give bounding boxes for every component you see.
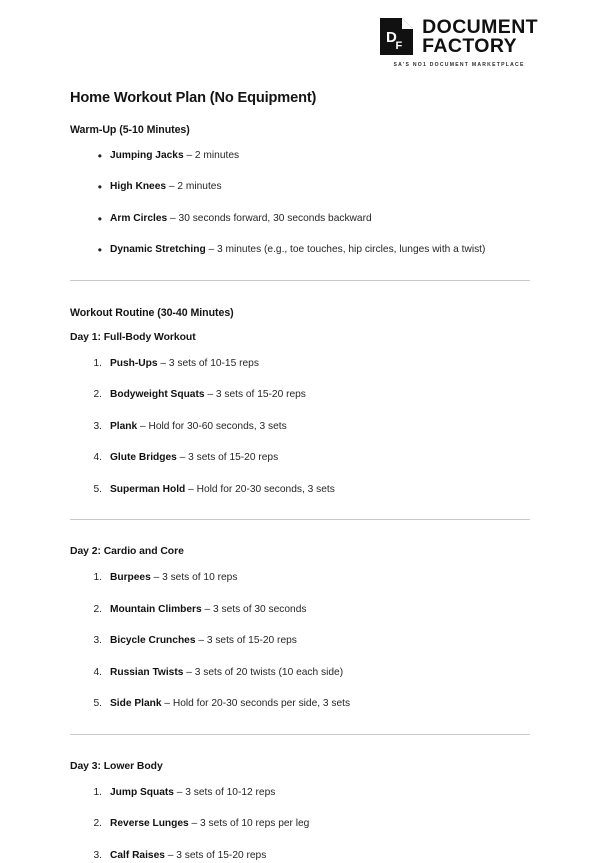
list-item	[70, 149, 530, 163]
mark-letter-f: F	[395, 40, 403, 52]
exercise-name: Mountain Climbers	[110, 603, 202, 615]
spacer	[70, 497, 530, 519]
list-item	[70, 388, 530, 402]
brand-wordmark	[422, 16, 538, 57]
list-marker: 4.	[93, 666, 102, 678]
list-marker: 3.	[93, 420, 102, 432]
list-marker: 5.	[93, 698, 102, 710]
day-heading-2: Day 2: Cardio and Core	[70, 546, 184, 558]
exercise-name: Jumping Jacks	[110, 150, 184, 161]
exercise-detail: – 3 sets of 30 seconds	[201, 603, 307, 615]
list-marker: 2.	[93, 389, 102, 401]
list-marker: 2.	[93, 603, 102, 615]
list-marker: •	[97, 211, 102, 226]
exercise-name: Side Plank	[110, 698, 162, 710]
list-marker: 3.	[93, 849, 102, 861]
list-marker: •	[97, 180, 102, 195]
list-marker: 1.	[93, 572, 102, 584]
list-item	[70, 451, 530, 465]
list-marker: 5.	[93, 483, 102, 495]
exercise-name: High Knees	[110, 181, 167, 193]
list-item	[70, 603, 530, 617]
list-item	[70, 420, 530, 434]
exercise-name: Bodyweight Squats	[110, 389, 205, 401]
exercise-name: Plank	[110, 420, 138, 432]
list-item	[70, 357, 530, 371]
list-item	[70, 666, 530, 680]
day-2-list	[70, 571, 530, 711]
list-marker: 4.	[93, 452, 102, 464]
spacer	[70, 712, 530, 734]
exercise-name: Superman Hold	[110, 483, 186, 495]
brand-word-factory: FACTORY	[422, 34, 518, 57]
exercise-detail: – 2 minutes	[166, 181, 222, 193]
exercise-name: Calf Raises	[110, 849, 165, 861]
document-content	[0, 68, 600, 863]
exercise-name: Glute Bridges	[110, 452, 177, 464]
exercise-name: Push-Ups	[110, 357, 158, 369]
list-item	[70, 697, 530, 711]
day-heading-3: Day 3: Lower Body	[70, 760, 163, 772]
exercise-name: Arm Circles	[110, 212, 168, 224]
exercise-detail: – 3 sets of 10-12 reps	[173, 786, 276, 798]
section-workout-routine	[70, 307, 530, 319]
exercise-detail: – 3 sets of 10 reps	[150, 572, 238, 584]
exercise-detail: – 3 minutes (e.g., toe touches, hip circles, lunges with a twist)	[205, 244, 486, 256]
spacer	[70, 735, 530, 761]
section-warm-up	[70, 124, 530, 258]
section-day-1	[70, 332, 530, 497]
brand-word-document: DOCUMENT	[422, 16, 538, 39]
section-heading-workout-routine: Workout Routine (30-40 Minutes)	[70, 306, 234, 319]
exercise-name: Burpees	[110, 572, 151, 584]
exercise-detail: – 30 seconds forward, 30 seconds backward	[167, 212, 372, 224]
spacer	[70, 281, 530, 307]
section-heading-warm-up: Warm-Up (5-10 Minutes)	[70, 124, 190, 136]
exercise-name: Jump Squats	[110, 786, 174, 798]
brand-tagline: SA'S NO1 DOCUMENT MARKETPLACE	[393, 62, 525, 68]
day-heading-1: Day 1: Full-Body Workout	[70, 331, 196, 343]
exercise-detail: – Hold for 30-60 seconds, 3 sets	[137, 420, 287, 432]
exercise-detail: – 3 sets of 10-15 reps	[157, 357, 259, 369]
list-marker: •	[97, 243, 102, 258]
list-item	[70, 634, 530, 648]
mark-letter-d: D	[386, 29, 397, 46]
exercise-name: Bicycle Crunches	[110, 635, 196, 647]
list-marker: 1.	[93, 786, 102, 798]
spacer	[70, 520, 530, 546]
exercise-detail: – 3 sets of 15-20 reps	[195, 635, 297, 647]
list-marker: 3.	[93, 635, 102, 647]
list-marker: •	[97, 149, 102, 163]
day-1-list	[70, 357, 530, 497]
list-item	[70, 212, 530, 226]
brand-header	[0, 0, 600, 68]
list-item	[70, 849, 530, 863]
exercise-detail: – 3 sets of 15-20 reps	[176, 452, 279, 464]
section-day-3	[70, 761, 530, 863]
list-item	[70, 180, 530, 194]
spacer	[70, 258, 530, 280]
brand-lockup	[380, 18, 538, 68]
list-item	[70, 483, 530, 497]
exercise-detail: – 2 minutes	[183, 150, 240, 161]
list-item	[70, 817, 530, 831]
exercise-name: Reverse Lunges	[110, 818, 189, 830]
exercise-detail: – 3 sets of 10 reps per leg	[188, 818, 310, 830]
list-item	[70, 571, 530, 585]
document-page-icon	[380, 18, 413, 55]
brand-row	[380, 18, 538, 55]
exercise-detail: – 3 sets of 20 twists (10 each side)	[183, 666, 344, 678]
section-day-2	[70, 546, 530, 711]
exercise-detail: – 3 sets of 15-20 reps	[164, 849, 267, 861]
list-marker: 1.	[93, 357, 102, 369]
list-marker: 2.	[93, 818, 102, 830]
day-3-list	[70, 786, 530, 863]
exercise-name: Russian Twists	[110, 666, 184, 678]
exercise-detail: – Hold for 20-30 seconds, 3 sets	[185, 483, 335, 495]
list-item	[70, 786, 530, 800]
warm-up-list	[70, 149, 530, 258]
exercise-detail: – 3 sets of 15-20 reps	[204, 389, 306, 401]
exercise-detail: – Hold for 20-30 seconds per side, 3 sets	[161, 698, 351, 710]
page-title: Home Workout Plan (No Equipment)	[70, 90, 317, 106]
list-item	[70, 243, 530, 257]
exercise-name: Dynamic Stretching	[110, 244, 206, 256]
